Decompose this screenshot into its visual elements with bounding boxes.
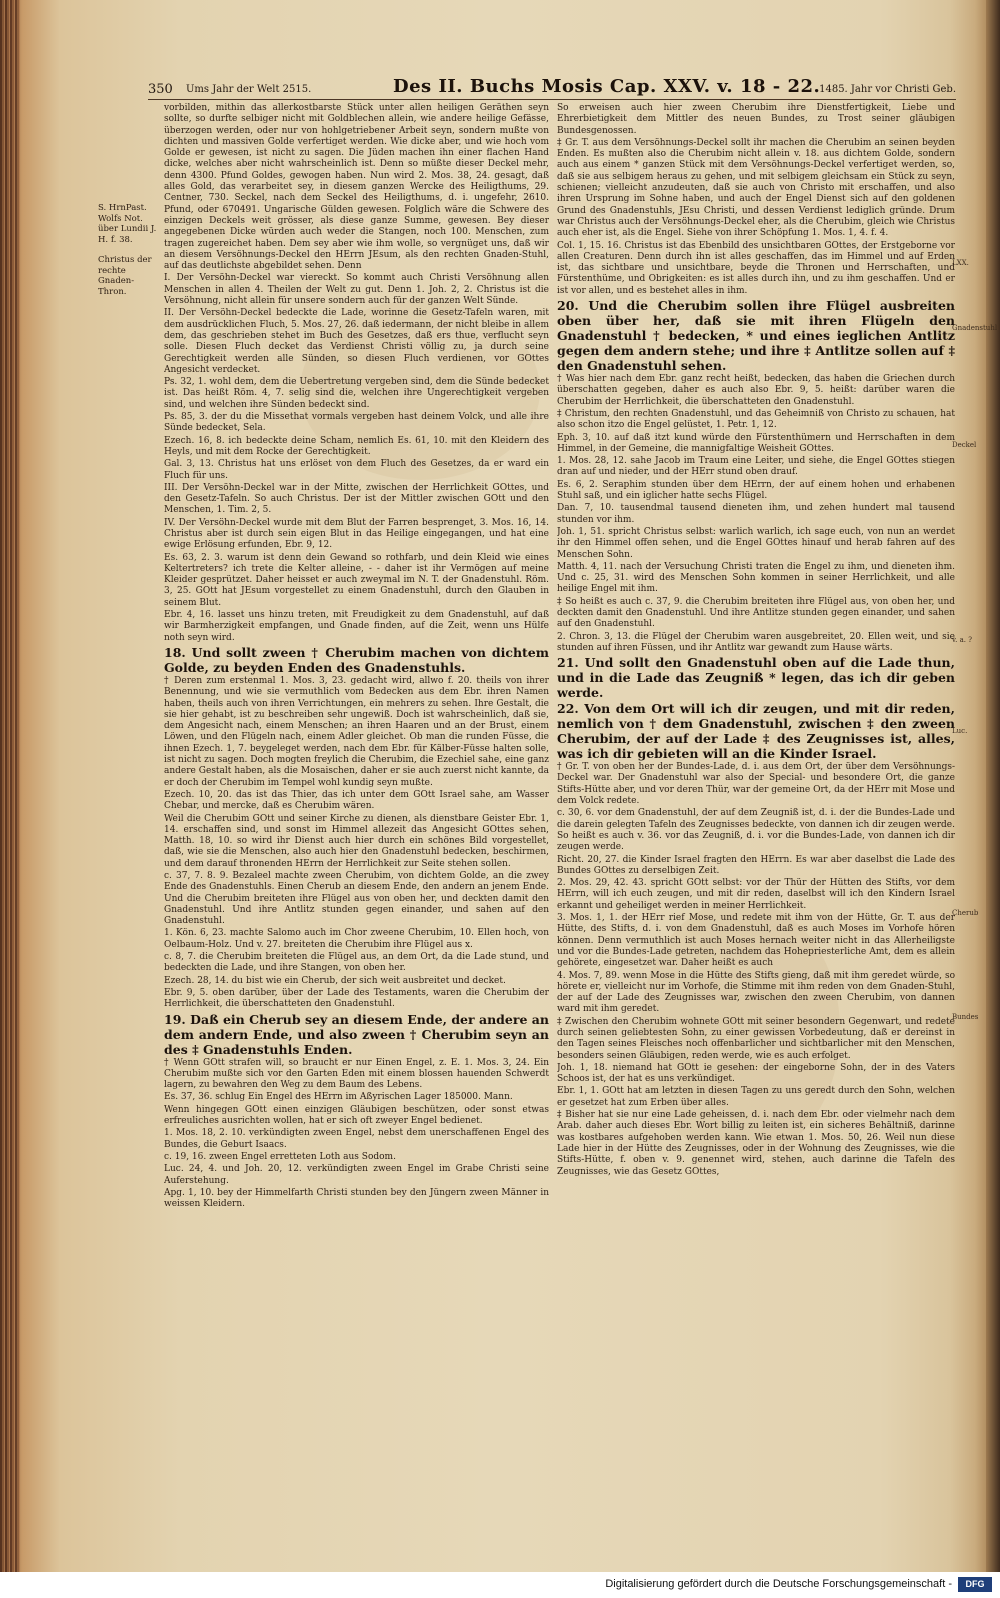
- commentary-paragraph: Ezech. 16, 8. ich bedeckte deine Scham, nemlich Es. 61, 10. mit den Kleidern des Heyls, und mit dem Rocke der Gerechtigkeit.: [164, 435, 549, 457]
- commentary-paragraph: Ezech. 28, 14. du bist wie ein Cherub, der sich weit ausbreitet und decket.: [164, 975, 506, 986]
- commentary-paragraph: vorbilden, mithin das allerkostbarste Stück unter allen heiligen Geräthen seyn sollte, so durfte selbiger nicht mit Goldblechen allein, wie andere heilige Gefässe, überzogen werden, oder nur von hohlgetriebener Arbeit seyn, sondern mußte von dichten und massiven Golde verfertiget werden. Wie dicke aber, und wie hoch vom Golde er gewesen, ist nicht zu sagen. Die Jüden machen ihn einer flachen Hand dicke, welches aber nicht wahrscheinlich ist. Denn so müßte dieser Deckel mehr, denn 4300. Pfund Goldes, gewogen haben. Nun wird 2. Mos. 38, 24. gesagt, daß alles Gold, das verarbeitet sey, in diesem ganzen Wercke des Heiligthums, 29. Centner, 730. Seckel, nach dem Seckel des Heiligthums, d. i. ungefehr, 2610. Pfund, oder 670491. Ungarische Gülden gewesen. Folglich wäre die Schwere des einzigen Deckels weit grösser, als diese ganze Summe, gewesen. Bey dieser angegebenen Dicke würden auch weder die Stangen, noch 100. Menschen, zum tragen zugereichet haben. Dem sey aber wie ihm wolle, so vergnüget uns, daß wir an diesem Versöhnungs-Deckel den HErrn JEsum, als den rechten Gnaden-Stuhl, auf das deutlichste abgebildet sehen. Denn: [164, 103, 549, 272]
- right-text-column: [557, 103, 955, 1473]
- commentary-paragraph: II. Der Versöhn-Deckel bedeckte die Lade, worinne die Gesetz-Tafeln waren, mit dem ausdrücklichen Fluch, 5. Mos. 27, 26. daß iedermann, der nicht bleibe in allem dem, das geschrieben stehet im Buch des Gesetzes, daß ers thue, verflucht seyn solle. Diesen Fluch decket das Verdienst Christi völlig zu, ja durch seine Gerechtigkeit werden alle Sünden, so diesen Fluch verdienen, vor GOttes Angesicht verdecket.: [164, 308, 549, 375]
- right-margin-notes: [952, 103, 998, 1433]
- header-year-right: 1485. Jahr vor Christi Geb.: [819, 84, 956, 95]
- commentary-paragraph: ‡ Gr. T. aus dem Versöhnungs-Deckel sollt ihr machen die Cherubim an seinen beyden Enden. Es mußten also die Cherubim nicht allein v. 18. aus dichtem Golde, sondern auch aus einem * ganzen Stück mit dem Versöhnungs-Deckel verfertiget werden, so, daß sie aus selbigem heraus zu gehen, und mit selbigem gleichsam ein Stück zu seyn, schienen; vielleicht anzudeuten, daß sie auch von Christo mit erschaffen, und also ihren Ursprung im Sohne haben, und auch der Engel Dienst sich auf den goldenen Grund des Gnadenstuhls, JEsu Christi, und dessen Verdienst lediglich gründe. Drum war Christus auch der Versöhnungs-Deckel eher, als die Cherubim, gleich wie Christus auch eher ist, als die Engel. Siehe von ihrer Schöpfung 1. Mos. 1, 4. f. 4.: [557, 137, 955, 239]
- commentary-paragraph: c. 19, 16. zween Engel erretteten Loth aus Sodom.: [164, 1151, 396, 1162]
- commentary-paragraph: † Deren zum erstenmal 1. Mos. 3, 23. gedacht wird, allwo f. 20. theils von ihrer Benennung, und wie sie vermuthlich vom Bedecken aus dem Ebr. ihren Namen haben, theils auch von ihren Verrichtungen, ein mehrers zu sehen. Ihre Gestalt, die sie hier gehabt, ist zu beschreiben sehr ungewiß. Doch ist wahrscheinlich, daß sie, dem Angesicht nach, einem Menschen; an ihren Haaren und an der Brust, einem Löwen, und den Flügeln nach, einem Adler gleichet. Ob man die runden Füsse, die ihnen Ezech. 1, 7. beygeleget werden, nach dem Ebr. für Kälber-Füsse halten solle, ist nicht zu sagen. Doch mogten freylich die Cherubim, die Ezechiel sahe, eine ganz andere Gestalt haben, als die Mosaischen, daher er sie auch zuerst nicht kannte, da er doch der Cherubim im Tempel wohl kundig seyn mußte.: [164, 675, 549, 788]
- header-year-left: Ums Jahr der Welt 2515.: [186, 84, 312, 95]
- right-margin-note: Cherub: [952, 909, 979, 917]
- commentary-paragraph: Weil die Cherubim GOtt und seiner Kirche zu dienen, als dienstbare Geister Ebr. 1, 14. erschaffen sind, und sonst im Himmel allezeit das Angesicht GOttes sehen, Matth. 18, 10. so wird ihr Dienst auch hier durch ein schönes Bild vorgestellet, daß, wie sie die Menschen, also auch hier den Gnadenstuhl bedecken, beschirmen, und dem darauf thronenden HErrn der Herrlichkeit zur Seite stehen sollen.: [164, 813, 549, 869]
- margin-note: S. HrnPast. Wolfs Not. über Lundii J. H. f. 38.: [98, 203, 157, 245]
- commentary-paragraph: Col. 1, 15. 16. Christus ist das Ebenbild des unsichtbaren GOttes, der Erstgeborne vor allen Creaturen. Denn durch ihn ist alles geschaffen, das im Himmel und auf Erden ist, das sichtbare und unsichtbare, beyde die Thronen und Herrschaften, und Fürstenthüme, und Obrigkeiten: es ist alles durch ihn, und zu ihm geschaffen. Und er ist vor allen, und es bestehet alles in ihm.: [557, 240, 955, 296]
- right-margin-note: v. a. ?: [952, 636, 972, 644]
- commentary-paragraph: ‡ So heißt es auch c. 37, 9. die Cherubim breiteten ihre Flügel aus, von oben her, und deckten damit den Gnadenstuhl. Und ihre Antlitze stunden gegen einander, und sahen auf den Gnadenstuhl.: [557, 596, 955, 630]
- left-text-column: [164, 103, 549, 1443]
- commentary-paragraph: IV. Der Versöhn-Deckel wurde mit dem Blut der Farren besprenget, 3. Mos. 16, 14. Christus aber ist durch sein eigen Blut in das Heilige eingegangen, und hat eine ewige Erlösung erfunden, Ebr. 9, 12.: [164, 517, 549, 551]
- header-rule: [148, 99, 956, 100]
- page-number: 350: [148, 82, 173, 97]
- commentary-paragraph: Apg. 1, 10. bey der Himmelfarth Christi stunden bey den Jüngern zween Männer in weissen Kleidern.: [164, 1187, 549, 1210]
- left-margin-notes: [98, 203, 160, 307]
- commentary-paragraph: Richt. 20, 27. die Kinder Israel fragten den HErrn. Es war aber daselbst die Lade des Bundes GOttes zu derselbigen Zeit.: [557, 854, 955, 876]
- commentary-paragraph: † Was hier nach dem Ebr. ganz recht heißt, bedecken, das haben die Griechen durch überschatten gegeben, daher es auch also Ebr. 9, 5. heißt: darüber waren die Cherubim der Herrlichkeit, die überschatteten den Gnadenstuhl.: [557, 374, 955, 407]
- commentary-paragraph: 4. Mos. 7, 89. wenn Mose in die Hütte des Stifts gieng, daß mit ihm geredet würde, so hörete er, vielleicht nur im Vorhofe, die Stimme mit ihm reden von dem Gnaden-Stuhl, der auf der Lade des Zeugnisses war, zwischen den zween Cherubim, von dannen ward mit ihm geredet.: [557, 970, 955, 1015]
- commentary-paragraph: 1. Mos. 28, 12. sahe Jacob im Traum eine Leiter, und siehe, die Engel GOttes stiegen dran auf und nieder, und der HErr stund oben drauf.: [557, 456, 955, 478]
- commentary-paragraph: ‡ Bisher hat sie nur eine Lade geheissen, d. i. nach dem Ebr. oder vielmehr nach dem Arab. daher auch dieses Ebr. Wort billig zu leiten ist, ein sicheres Behältniß, darinne was kostbares aufgehoben werden kann. Wie etwan 1. Mos. 50, 26. Weil nun diese Lade hier in der Hütte des Zeugnisses, oder in der Wohnung des Zeugnisses, wie die Stifts-Hütte, f. oben v. 9. genennet wird, stehen, auch darinne die Tafeln des Zeugnisses, wie das Gesetz GOttes,: [557, 1110, 955, 1177]
- commentary-paragraph: Ps. 32, 1. wohl dem, dem die Uebertretung vergeben sind, dem die Sünde bedecket ist. Das heißt Röm. 4, 7. selig sind die, welchen ihre Ungerechtigkeit vergeben sind, und welchen ihre Sünden bedeckt sind.: [164, 377, 549, 410]
- commentary-paragraph: Es. 6, 2. Seraphim stunden über dem HErrn, der auf einem hohen und erhabenen Stuhl saß, und ein iglicher hatte sechs Flügel.: [557, 479, 955, 502]
- commentary-paragraph: 1. Mos. 18, 2. 10. verkündigten zween Engel, nebst dem unerschaffenen Engel des Bundes, die Geburt Isaacs.: [164, 1128, 549, 1150]
- verse-heading: 22. Von dem Ort will ich dir zeugen, und mit dir reden, nemlich von † dem Gnadenstuhl, zwischen ‡ den zween Cherubim, der auf der Lade ‡ des Zeugnisses ist, alles, was ich dir gebieten will an die Kinder Israel.: [557, 701, 955, 762]
- right-margin-note: Gnadenstuhl: [952, 324, 998, 332]
- header-title: Des II. Buchs Mosis Cap. XXV. v. 18 - 22.: [393, 76, 821, 97]
- commentary-paragraph: Ebr. 4, 16. lasset uns hinzu treten, mit Freudigkeit zu dem Gnadenstuhl, auf daß wir Barmherzigkeit empfangen, und Gnade finden, auf die Zeit, wenn uns Hülfe noth seyn wird.: [164, 610, 549, 643]
- commentary-paragraph: Gal. 3, 13. Christus hat uns erlöset von dem Fluch des Gesetzes, da er ward ein Fluch für uns.: [164, 459, 549, 481]
- commentary-paragraph: Joh. 1, 51. spricht Christus selbst: warlich warlich, ich sage euch, von nun an werdet ihr den Himmel offen sehen, und die Engel GOttes hinauf und herab fahren auf des Menschen Sohn.: [557, 526, 955, 560]
- commentary-paragraph: † Wenn GOtt strafen will, so braucht er nur Einen Engel, z. E. 1. Mos. 3, 24. Ein Cherubim mußte sich vor den Garten Eden mit einem blossen hauenden Schwerdt lagern, zu bewahren den Weg zu dem Baum des Lebens.: [164, 1057, 549, 1091]
- dfg-logo: DFG: [958, 1577, 992, 1592]
- commentary-paragraph: Es. 37, 36. schlug Ein Engel des HErrn im Aßyrischen Lager 185000. Mann.: [164, 1092, 513, 1103]
- commentary-paragraph: Dan. 7, 10. tausendmal tausend dieneten ihm, und zehen hundert mal tausend stunden vor ihm.: [557, 503, 955, 525]
- footer-credit: Digitalisierung gefördert durch die Deutsche Forschungsgemeinschaft -: [605, 1578, 952, 1590]
- commentary-paragraph: 1. Kön. 6, 23. machte Salomo auch im Chor zweene Cherubim, 10. Ellen hoch, von Oelbaum-Holz. Und v. 27. breiteten die Cherubim ihre Flügel aus x.: [164, 928, 549, 950]
- verse-heading: 21. Und sollt den Gnadenstuhl oben auf die Lade thun, und in die Lade das Zeugniß * legen, das ich dir geben werde.: [557, 655, 955, 701]
- commentary-paragraph: III. Der Versöhn-Deckel war in der Mitte, zwischen der Herrlichkeit GOttes, und den Gesetz-Tafeln. So auch Christus. Der ist der Mittler zwischen GOtt und den Menschen, 1. Tim. 2, 5.: [164, 482, 549, 516]
- commentary-paragraph: c. 8, 7. die Cherubim breiteten die Flügel aus, an dem Ort, da die Lade stund, und bedeckten die Lade, und ihre Stangen, von oben her.: [164, 952, 549, 974]
- commentary-paragraph: c. 37, 7. 8. 9. Bezaleel machte zween Cherubim, von dichtem Golde, an die zwey Ende des Gnadenstuhls. Einen Cherub an diesem Ende, den andern an jenem Ende. Und die Cherubim breiteten ihre Flügel aus von oben her, und deckten damit den Gnadenstuhl. Und ihre Antlitz stunden gegen einander, und sahen auf den Gnadenstuhl.: [164, 871, 549, 927]
- right-margin-note: LXX.: [952, 259, 969, 267]
- book-page-edges-left: [0, 0, 20, 1598]
- commentary-paragraph: Es. 63, 2. 3. warum ist denn dein Gewand so rothfarb, und dein Kleid wie eines Keltertreters? ich trete die Kelter alleine, - - daher ist ihr Vermögen auf meine Kleider gesprützet. Daher heisset er auch zweymal im N. T. der Gnadenstuhl. Röm. 3, 25. GOtt hat JEsum vorgestellet zu einem Gnadenstuhl, durch den Glauben in seinem Blut.: [164, 552, 549, 608]
- right-margin-note: Luc.: [952, 727, 968, 735]
- margin-note: Christus der rechte Gnaden-Thron.: [98, 255, 152, 297]
- commentary-paragraph: ‡ Zwischen den Cherubim wohnete GOtt mit seiner besondern Gegenwart, und redete durch seinen geliebtesten Sohn, zu einer gewissen Vorbedeutung, daß er dereinst in den Tagen seines Fleisches noch offenbarlicher und sichtbarlicher mit den Menschen, besonders seinen Gläubigen, reden werde, wie es auch erfolget.: [557, 1016, 955, 1061]
- commentary-paragraph: I. Der Versöhn-Deckel war viereckt. So kommt auch Christi Versöhnung allen Menschen in allen 4. Theilen der Welt zu gut. Denn 1. Joh. 2, 2. Christus ist die Versöhnung, nicht allein für unsere sondern auch für der ganzen Welt Sünde.: [164, 273, 549, 307]
- right-margin-note: Bundes: [952, 1013, 979, 1021]
- commentary-paragraph: † Gr. T. von oben her der Bundes-Lade, d. i. aus dem Ort, der über dem Versöhnungs-Deckel war. Der Gnadenstuhl war also der Special- und besondere Ort, die ganze Stifts-Hütte aber, und vor deren Thür, war der gemeine Ort, da der HErr mit Mose und dem Volck redete.: [557, 762, 955, 807]
- commentary-paragraph: 2. Mos. 29, 42. 43. spricht GOtt selbst: vor der Thür der Hütten des Stifts, vor dem HErrn, will ich euch zeugen, und mit dir reden, daselbst will ich den Kindern Israel erkannt und geheiliget werden in meiner Herrlichkeit.: [557, 878, 955, 911]
- commentary-paragraph: Wenn hingegen GOtt einen einzigen Gläubigen beschützen, oder sonst etwas erfreuliches ausrichten wollen, hat er sich oft zweyer Engel bedienet.: [164, 1104, 549, 1127]
- commentary-paragraph: Luc. 24, 4. und Joh. 20, 12. verkündigten zween Engel im Grabe Christi seine Auferstehung.: [164, 1164, 549, 1186]
- commentary-paragraph: 2. Chron. 3, 13. die Flügel der Cherubim waren ausgebreitet, 20. Ellen weit, und sie stunden auf ihren Füssen, und ihr Antlitz war gewandt zum Hause wärts.: [557, 631, 955, 653]
- commentary-paragraph: Ebr. 1, 1. GOtt hat am letzten in diesen Tagen zu uns geredt durch den Sohn, welchen er gesetzet hat zum Erben über alles.: [557, 1086, 955, 1108]
- commentary-paragraph: Joh. 1, 18. niemand hat GOtt ie gesehen: der eingeborne Sohn, der in des Vaters Schoos ist, der hat es uns verkündiget.: [557, 1062, 955, 1085]
- right-margin-note: Deckel: [952, 441, 977, 449]
- commentary-paragraph: 3. Mos. 1, 1. der HErr rief Mose, und redete mit ihm von der Hütte, Gr. T. aus der Hütte, des Stifts, d. i. von dem Gnadenstuhl, daß es auch Moses im Vorhofe hören können. Denn vermuthlich ist auch Moses hernach weiter nicht in das Allerheiligste und vor die Bundes-Lade getreten, nachdem das Hohepriesterliche Amt, dem es allein gehörete, eingesetzet war. Daher heißt es auch: [557, 913, 955, 969]
- commentary-paragraph: c. 30, 6. vor dem Gnadenstuhl, der auf dem Zeugniß ist, d. i. der die Bundes-Lade und die darein gelegten Tafeln des Zeugnisses bedeckte, von dannen ich dir zeugen werde. So heißt es auch v. 36. vor das Zeugniß, d. i. vor die Bundes-Lade, von dannen ich dir zeugen werde.: [557, 808, 955, 853]
- running-header: [148, 76, 956, 98]
- digitization-footer: [0, 1572, 1000, 1598]
- verse-heading: 18. Und sollt zween † Cherubim machen von dichtem Golde, zu beyden Enden des Gnadenstuhls.: [164, 644, 549, 675]
- commentary-paragraph: Matth. 4, 11. nach der Versuchung Christi traten die Engel zu ihm, und dieneten ihm. Und c. 25, 31. wird des Menschen Sohn kommen in seiner Herrlichkeit, und alle heilige Engel mit ihm.: [557, 561, 955, 595]
- commentary-paragraph: Ezech. 10, 20. das ist das Thier, das ich unter dem GOtt Israel sahe, am Wasser Chebar, und mercke, daß es Cherubim wären.: [164, 789, 549, 812]
- commentary-paragraph: Eph. 3, 10. auf daß itzt kund würde den Fürstenthümern und Herrschaften in dem Himmel, in der Gemeine, die mannigfaltige Weisheit GOttes.: [557, 432, 955, 454]
- verse-heading: 19. Daß ein Cherub sey an diesem Ende, der andere an dem andern Ende, und also zween † Cherubim seyn an des ‡ Gnadenstuhls Enden.: [164, 1011, 549, 1057]
- verse-heading: 20. Und die Cherubim sollen ihre Flügel ausbreiten oben über her, daß sie mit ihren Flügeln den Gnadenstuhl † bedecken, * und eines ieglichen Antlitz gegen dem andern stehe; und ihre ‡ Antlitze sollen auf ‡ den Gnadenstuhl sehen.: [557, 298, 955, 374]
- commentary-paragraph: Ebr. 9, 5. oben darüber, über der Lade des Testaments, waren die Cherubim der Herrlichkeit, die überschatteten den Gnadenstuhl.: [164, 987, 549, 1010]
- commentary-paragraph: Ps. 85, 3. der du die Missethat vormals vergeben hast deinem Volck, und alle ihre Sünde bedecket, Sela.: [164, 412, 549, 434]
- commentary-paragraph: ‡ Christum, den rechten Gnadenstuhl, und das Geheimniß von Christo zu schauen, hat also schon itzo die Engel gelüstet, 1. Petr. 1, 12.: [557, 408, 955, 431]
- commentary-paragraph: So erweisen auch hier zween Cherubim ihre Dienstfertigkeit, Liebe und Ehrerbietigkeit dem Mittler des neuen Bundes, zu Trost seiner gläubigen Bundesgenossen.: [557, 103, 955, 136]
